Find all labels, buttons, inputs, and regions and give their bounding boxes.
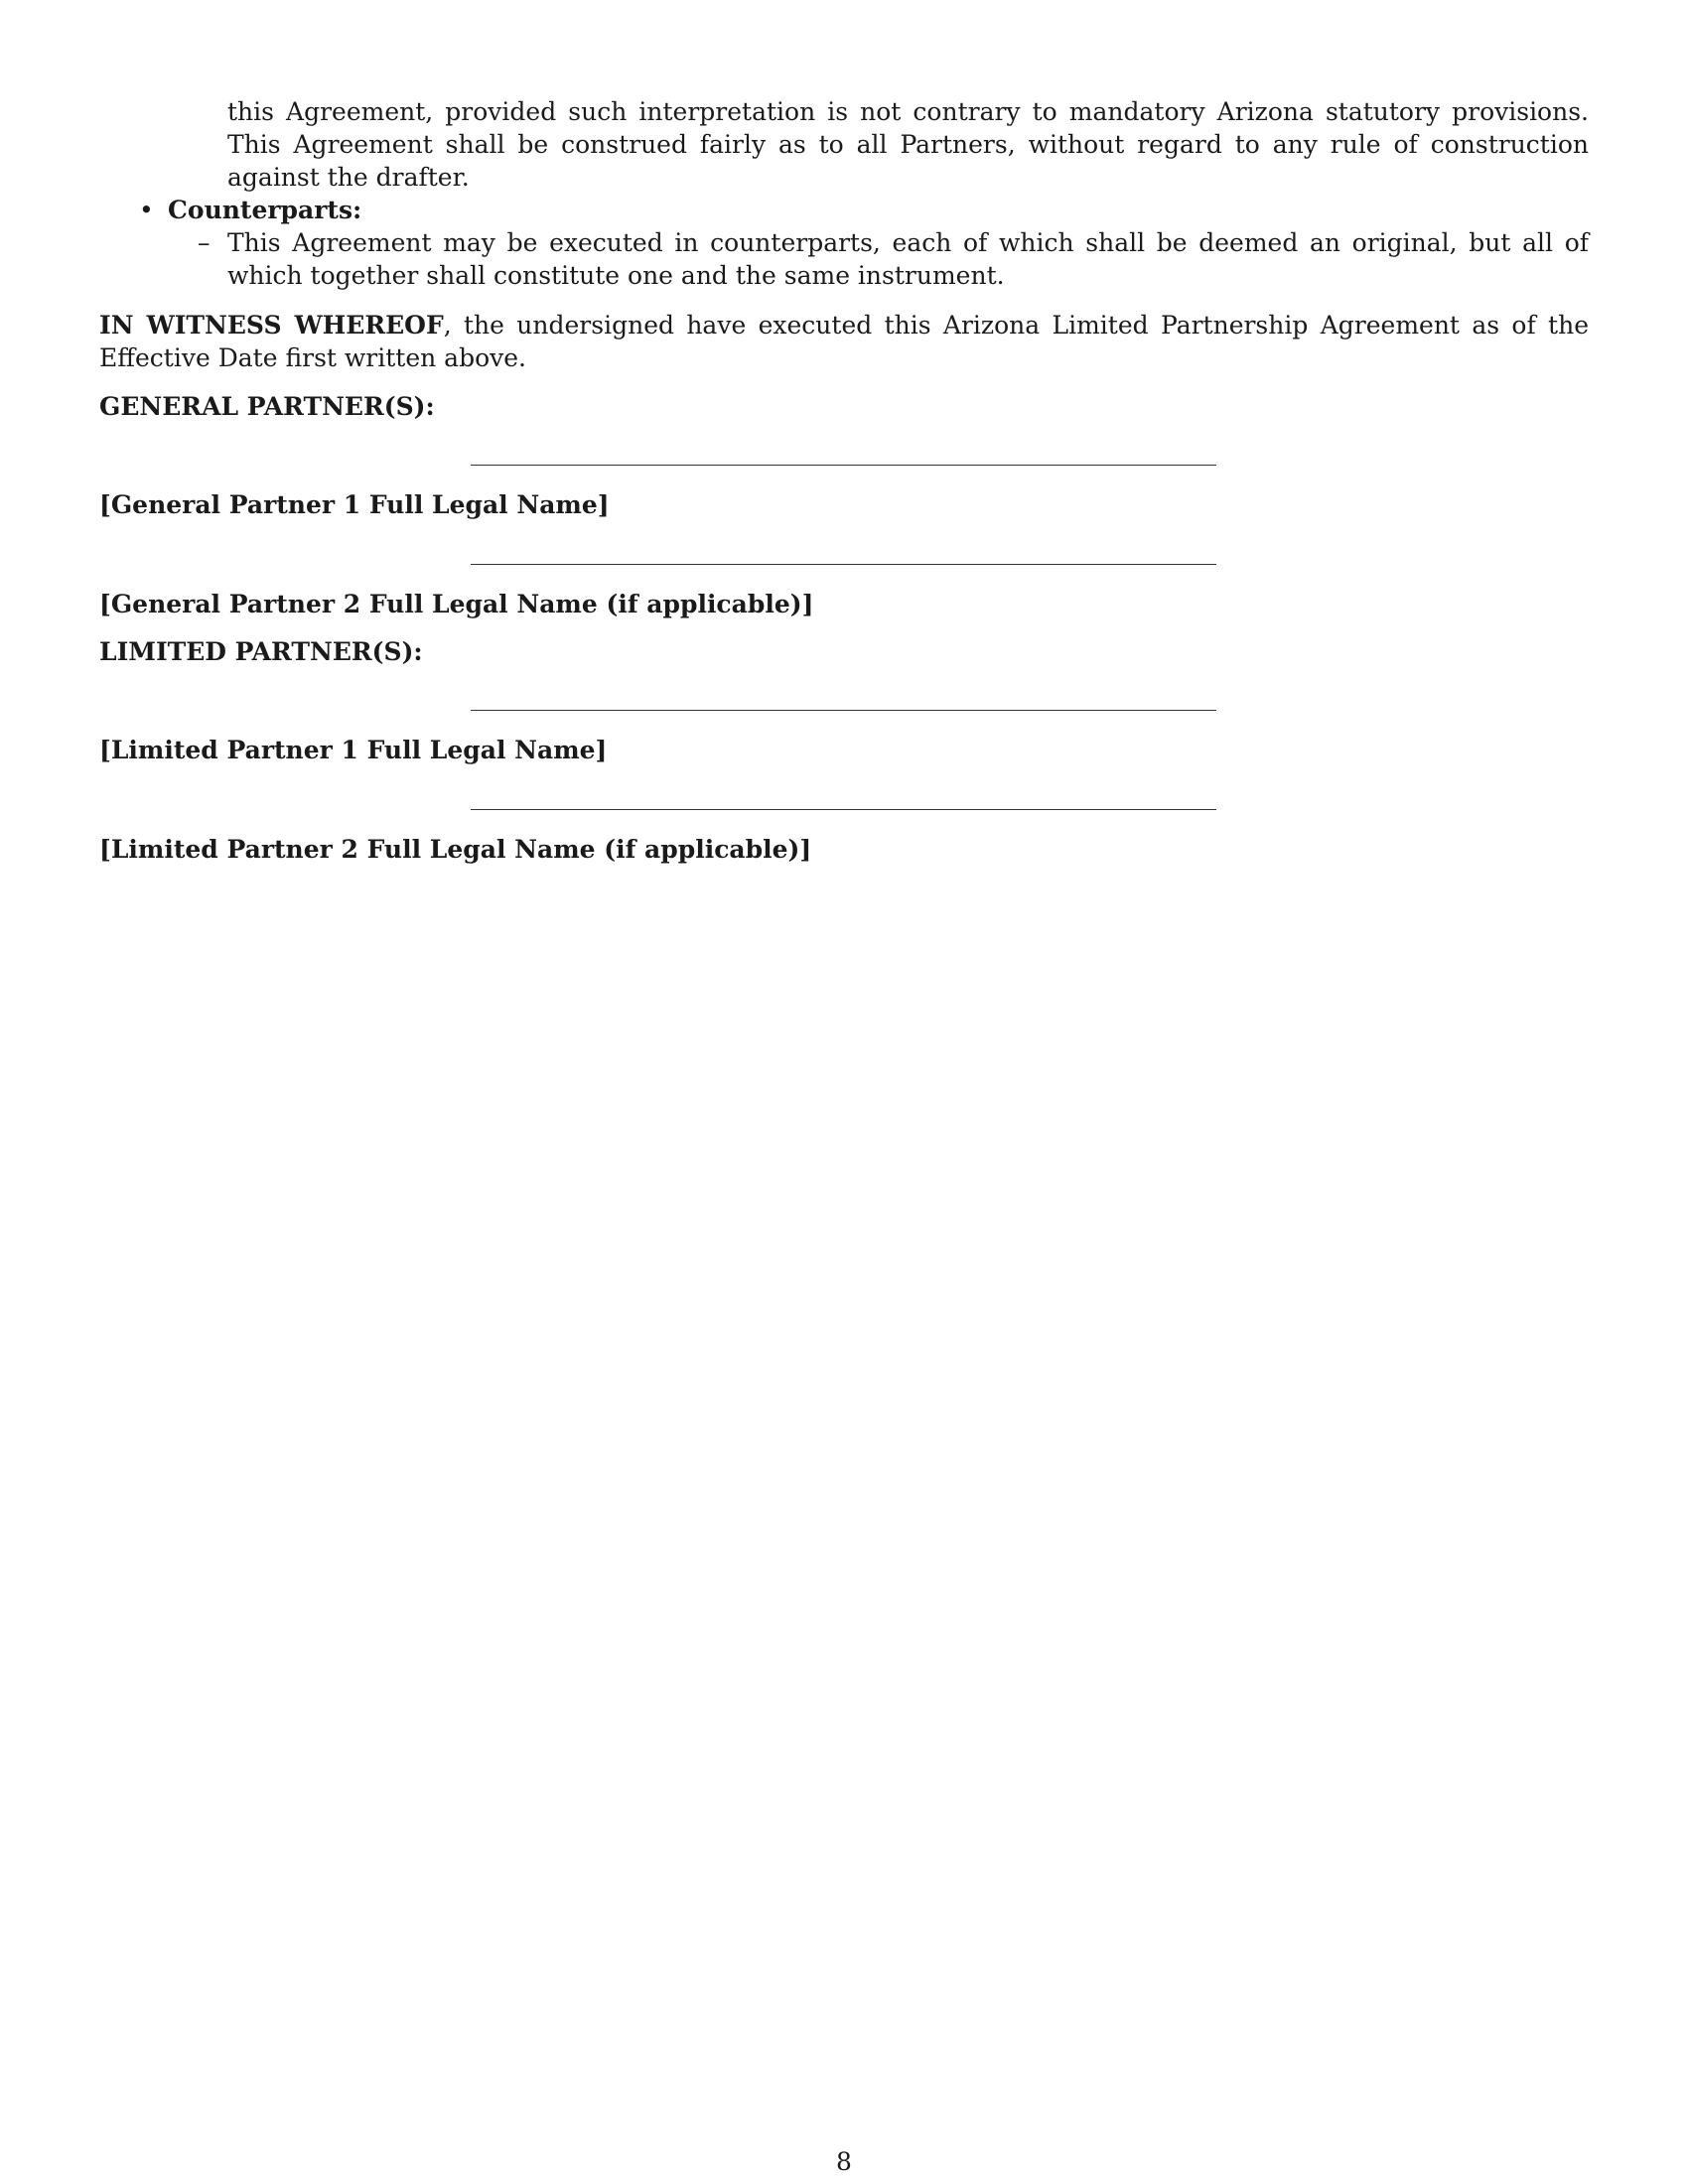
signatory-name: [General Partner 2 Full Legal Name (if applicable)]: [99, 590, 814, 618]
signatory-name: [General Partner 1 Full Legal Name]: [99, 490, 610, 519]
counterparts-provision: [99, 194, 1589, 292]
bullet-icon: •: [139, 196, 154, 224]
signature-block: [99, 423, 1589, 522]
continuation-paragraph: this Agreement, provided such interpretation is not contrary to mandatory Arizona statutory provisions. This Agreement shall be construed fairly as to all Partners, without regard to any rule of construction against the drafter.: [227, 97, 1589, 192]
provision-list: [99, 194, 1589, 292]
signatory-name: [Limited Partner 1 Full Legal Name]: [99, 736, 608, 764]
signature-line[interactable]: [471, 465, 1216, 466]
signature-block: [99, 522, 1589, 621]
general-partners-heading: GENERAL PARTNER(S):: [99, 392, 435, 421]
signature-block: [99, 668, 1589, 767]
counterparts-clause: [168, 226, 1589, 292]
signature-line[interactable]: [471, 710, 1216, 711]
counterparts-text: This Agreement may be executed in counterparts, each of which shall be deemed an original, but all of which together shall constitute one and the same instrument.: [227, 228, 1589, 290]
dash-icon: –: [198, 228, 211, 257]
witness-clause: [99, 309, 1589, 374]
document-page: [99, 95, 1589, 867]
signature-line[interactable]: [471, 564, 1216, 565]
signature-line[interactable]: [471, 809, 1216, 810]
limited-partners-heading: LIMITED PARTNER(S):: [99, 637, 423, 666]
witness-bold: IN WITNESS WHEREOF: [99, 311, 444, 340]
signatory-name: [Limited Partner 2 Full Legal Name (if applicable)]: [99, 835, 812, 864]
witness-text: , the undersigned have executed this Arizona Limited Partnership Agreement as of the Effective Date first written above.: [99, 311, 1589, 372]
page-number: 8: [836, 2147, 852, 2176]
counterparts-title: Counterparts:: [168, 196, 362, 224]
signature-block: [99, 767, 1589, 867]
